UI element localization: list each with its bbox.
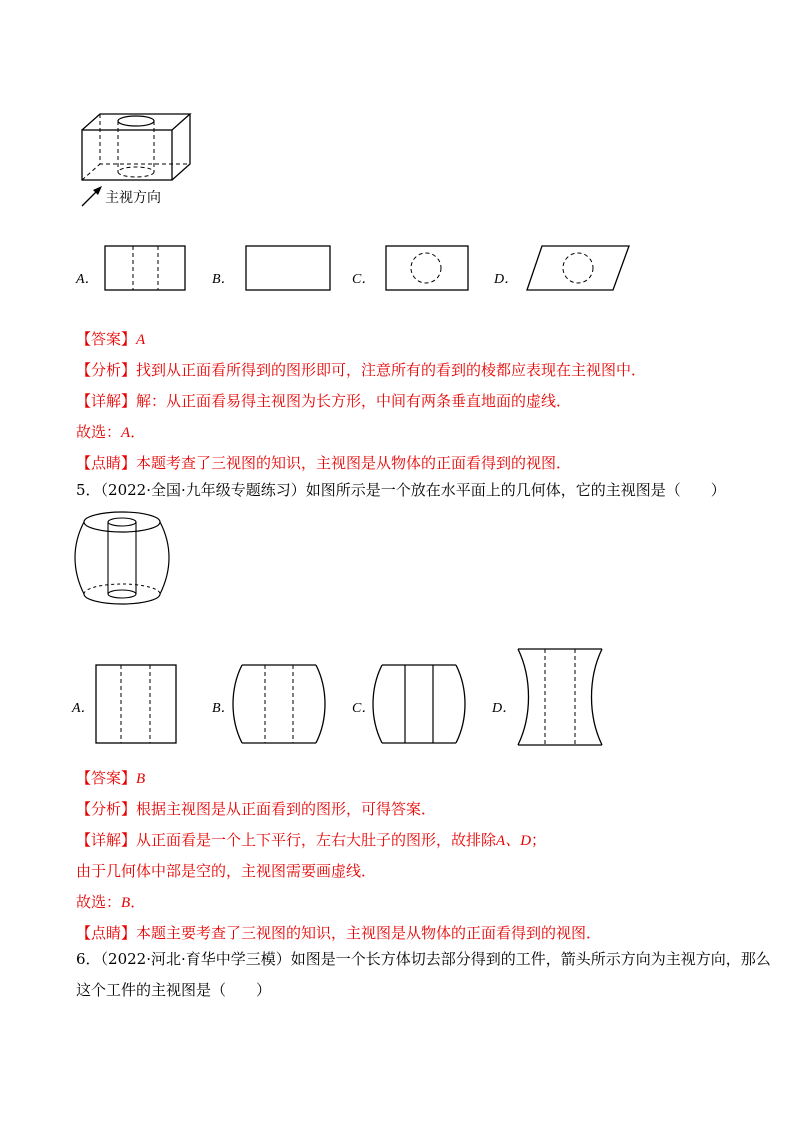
- q6-stem-line2: 这个工件的主视图是（ ）: [76, 981, 272, 999]
- q5-analysis-tag: 【分析】: [76, 800, 137, 818]
- q5-answer-tag: 【答案】: [76, 769, 137, 787]
- q4-detail: [76, 392, 571, 410]
- q5-choice-value: B: [121, 895, 131, 911]
- view-direction-caption: 主视方向: [105, 190, 161, 206]
- q4-analysis-tag: 【分析】: [76, 361, 137, 379]
- q5-detail-letters: A、D: [496, 833, 532, 849]
- q4-analysis: [76, 361, 646, 379]
- q5-comment-text: 本题主要考查了三视图的知识，主视图是从物体的正面看得到的视图．: [136, 924, 602, 942]
- q4-option-c-figure[interactable]: [385, 245, 469, 291]
- q5-option-a-label[interactable]: A．: [72, 701, 95, 716]
- barrel-figure: [70, 510, 176, 606]
- q5-detail-text2: 由于几何体中部是空的，主视图需要画虚线．: [76, 862, 377, 880]
- q5-analysis: [76, 800, 436, 818]
- q4-choice-value: A: [121, 425, 131, 441]
- q4-detail-tag: 【详解】: [76, 392, 137, 410]
- q5-option-d-figure[interactable]: [514, 648, 606, 746]
- q4-answer-tag: 【答案】: [76, 330, 137, 348]
- q5-comment: [76, 924, 601, 942]
- q4-detail-text: 解：从正面看易得主视图为长方形，中间有两条垂直地面的虚线．: [136, 392, 572, 410]
- q4-option-b-figure[interactable]: [245, 245, 331, 291]
- q5-detail: [76, 831, 546, 850]
- q5-option-b-figure[interactable]: [232, 664, 326, 744]
- q4-option-d-figure[interactable]: [526, 245, 630, 291]
- q5-stem: 5．（2022·全国·九年级专题练习）如图所示是一个放在水平面上的几何体，它的主视图是（ ）: [76, 481, 726, 499]
- q5-option-c-figure[interactable]: [372, 664, 466, 744]
- q4-option-b-label[interactable]: B．: [212, 272, 235, 287]
- q5-option-d-label[interactable]: D．: [492, 701, 517, 716]
- q4-choice-suffix: ．: [130, 423, 146, 441]
- q5-detail-line2: [76, 862, 376, 880]
- q5-choice-suffix: ．: [130, 893, 146, 911]
- q5-option-a-figure[interactable]: [95, 664, 177, 744]
- q4-option-c-label[interactable]: C．: [352, 272, 376, 287]
- q5-option-c-label[interactable]: C．: [352, 701, 376, 716]
- q4-option-a-figure[interactable]: [104, 245, 186, 291]
- q4-comment-text: 本题考查了三视图的知识，主视图是从物体的正面看得到的视图．: [136, 454, 572, 472]
- q5-answer: [76, 769, 145, 788]
- q5-detail-tag: 【详解】: [76, 831, 137, 849]
- q4-comment: [76, 454, 571, 472]
- q4-option-a-label[interactable]: A．: [76, 272, 99, 287]
- q5-detail-text-pre: 从正面看是一个上下平行，左右大肚子的图形，故排除: [136, 831, 497, 849]
- q4-analysis-text: 找到从正面看所得到的图形即可，注意所有的看到的棱都应表现在主视图中．: [136, 361, 647, 379]
- q5-option-b-label[interactable]: B．: [212, 701, 235, 716]
- q6-stem-line1: 6．（2022·河北·育华中学三模）如图是一个长方体切去部分得到的工件，箭头所示方向为主视方向，那么: [76, 950, 771, 968]
- q5-comment-tag: 【点睛】: [76, 924, 137, 942]
- q4-choice: [76, 423, 145, 442]
- q4-answer-value: A: [136, 332, 146, 348]
- q5-choice-prefix: 故选：: [76, 893, 122, 911]
- q4-answer: [76, 330, 145, 349]
- q4-comment-tag: 【点睛】: [76, 454, 137, 472]
- q5-analysis-text: 根据主视图是从正面看到的图形，可得答案．: [136, 800, 437, 818]
- q5-answer-value: B: [136, 771, 146, 787]
- q5-choice: [76, 893, 145, 912]
- q4-option-d-label[interactable]: D．: [494, 272, 519, 287]
- q5-detail-text-post: ；: [531, 831, 547, 849]
- q4-choice-prefix: 故选：: [76, 423, 122, 441]
